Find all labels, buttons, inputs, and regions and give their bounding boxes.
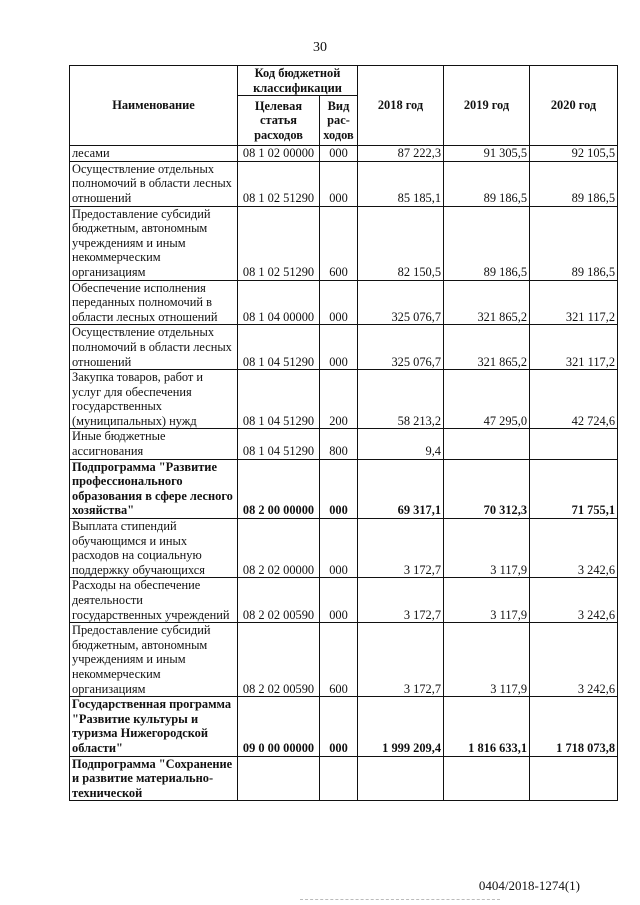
row-expense-type: 000 [320, 459, 358, 518]
scan-edge-line [300, 899, 500, 901]
row-expense-type: 000 [320, 280, 358, 325]
row-value-2020: 3 242,6 [530, 519, 618, 578]
row-target-code: 08 1 04 51290 [238, 429, 320, 459]
header-name: Наименование [70, 66, 238, 146]
row-name: Осуществление отдельных полномочий в области лесных отношений [70, 325, 238, 370]
row-value-2018: 3 172,7 [358, 623, 444, 697]
row-value-2018: 3 172,7 [358, 519, 444, 578]
header-type: Вид рас-ходов [320, 96, 358, 146]
row-expense-type [320, 756, 358, 801]
row-value-2018: 82 150,5 [358, 206, 444, 280]
row-expense-type: 200 [320, 370, 358, 429]
row-name: Осуществление отдельных полномочий в области лесных отношений [70, 161, 238, 206]
row-value-2019: 3 117,9 [444, 623, 530, 697]
row-value-2018: 325 076,7 [358, 325, 444, 370]
row-value-2018 [358, 756, 444, 801]
row-target-code: 08 2 02 00590 [238, 578, 320, 623]
header-2019: 2019 год [444, 66, 530, 146]
row-value-2020: 92 105,5 [530, 146, 618, 162]
row-value-2018: 3 172,7 [358, 578, 444, 623]
row-name: Закупка товаров, работ и услуг для обеспечения государственных (муниципальных) нужд [70, 370, 238, 429]
row-expense-type: 000 [320, 578, 358, 623]
table-row [70, 697, 618, 756]
row-name: Иные бюджетные ассигнования [70, 429, 238, 459]
table-row [70, 623, 618, 697]
row-value-2019 [444, 429, 530, 459]
row-value-2019: 70 312,3 [444, 459, 530, 518]
row-name: Выплата стипендий обучающимся и иных расходов на социальную поддержку обучающихся [70, 519, 238, 578]
table-row [70, 459, 618, 518]
row-name: Государственная программа "Развитие культуры и туризма Нижегородской области" [70, 697, 238, 756]
row-value-2019: 321 865,2 [444, 280, 530, 325]
document-number: 0404/2018-1274(1) [478, 878, 580, 893]
row-value-2020: 89 186,5 [530, 161, 618, 206]
row-value-2019: 3 117,9 [444, 578, 530, 623]
row-value-2020: 1 718 073,8 [530, 697, 618, 756]
table-row [70, 206, 618, 280]
row-value-2020 [530, 429, 618, 459]
row-expense-type: 000 [320, 146, 358, 162]
row-value-2019: 1 816 633,1 [444, 697, 530, 756]
header-target: Целевая статья расходов [238, 96, 320, 146]
row-value-2019: 89 186,5 [444, 206, 530, 280]
row-target-code: 08 2 02 00590 [238, 623, 320, 697]
row-target-code: 08 2 00 00000 [238, 459, 320, 518]
row-value-2020: 71 755,1 [530, 459, 618, 518]
row-value-2020 [530, 756, 618, 801]
row-value-2018: 1 999 209,4 [358, 697, 444, 756]
table-row [70, 756, 618, 801]
row-name: Подпрограмма "Развитие профессионального образования в сфере лесного хозяйства" [70, 459, 238, 518]
row-target-code [238, 756, 320, 801]
row-value-2018: 9,4 [358, 429, 444, 459]
row-expense-type: 000 [320, 161, 358, 206]
table-row [70, 578, 618, 623]
row-expense-type: 000 [320, 519, 358, 578]
table-row [70, 161, 618, 206]
header-2018: 2018 год [358, 66, 444, 146]
row-value-2019: 91 305,5 [444, 146, 530, 162]
row-value-2019: 47 295,0 [444, 370, 530, 429]
row-name: Расходы на обеспечение деятельности государственных учреждений [70, 578, 238, 623]
row-name: Подпрограмма "Сохранение и развитие материально-технической [70, 756, 238, 801]
row-expense-type: 000 [320, 325, 358, 370]
row-value-2018: 325 076,7 [358, 280, 444, 325]
header-2020: 2020 год [530, 66, 618, 146]
row-target-code: 08 1 04 51290 [238, 325, 320, 370]
row-name: Предоставление субсидий бюджетным, автономным учреждениям и иным некоммерческим организациям [70, 623, 238, 697]
row-expense-type: 600 [320, 623, 358, 697]
table-row [70, 519, 618, 578]
row-target-code: 09 0 00 00000 [238, 697, 320, 756]
header-code-group: Код бюджетной классификации [238, 66, 358, 96]
budget-table [69, 65, 618, 801]
table-row [70, 370, 618, 429]
row-name: Обеспечение исполнения переданных полномочий в области лесных отношений [70, 280, 238, 325]
row-name: Предоставление субсидий бюджетным, автономным учреждениям и иным некоммерческим организациям [70, 206, 238, 280]
row-target-code: 08 1 02 51290 [238, 206, 320, 280]
row-expense-type: 000 [320, 697, 358, 756]
row-value-2020: 89 186,5 [530, 206, 618, 280]
row-target-code: 08 1 02 51290 [238, 161, 320, 206]
row-target-code: 08 2 02 00000 [238, 519, 320, 578]
page-number: 30 [313, 40, 327, 55]
row-value-2018: 85 185,1 [358, 161, 444, 206]
row-value-2018: 87 222,3 [358, 146, 444, 162]
row-value-2019: 89 186,5 [444, 161, 530, 206]
row-name: лесами [70, 146, 238, 162]
row-value-2020: 3 242,6 [530, 578, 618, 623]
row-value-2020: 42 724,6 [530, 370, 618, 429]
table-row [70, 429, 618, 459]
row-value-2019: 3 117,9 [444, 519, 530, 578]
table-row [70, 146, 618, 162]
row-expense-type: 800 [320, 429, 358, 459]
row-value-2020: 3 242,6 [530, 623, 618, 697]
row-value-2018: 69 317,1 [358, 459, 444, 518]
table-row [70, 280, 618, 325]
row-value-2020: 321 117,2 [530, 325, 618, 370]
row-target-code: 08 1 02 00000 [238, 146, 320, 162]
row-value-2019: 321 865,2 [444, 325, 530, 370]
table-row [70, 325, 618, 370]
row-value-2019 [444, 756, 530, 801]
row-value-2020: 321 117,2 [530, 280, 618, 325]
row-target-code: 08 1 04 51290 [238, 370, 320, 429]
row-target-code: 08 1 04 00000 [238, 280, 320, 325]
row-value-2018: 58 213,2 [358, 370, 444, 429]
row-expense-type: 600 [320, 206, 358, 280]
